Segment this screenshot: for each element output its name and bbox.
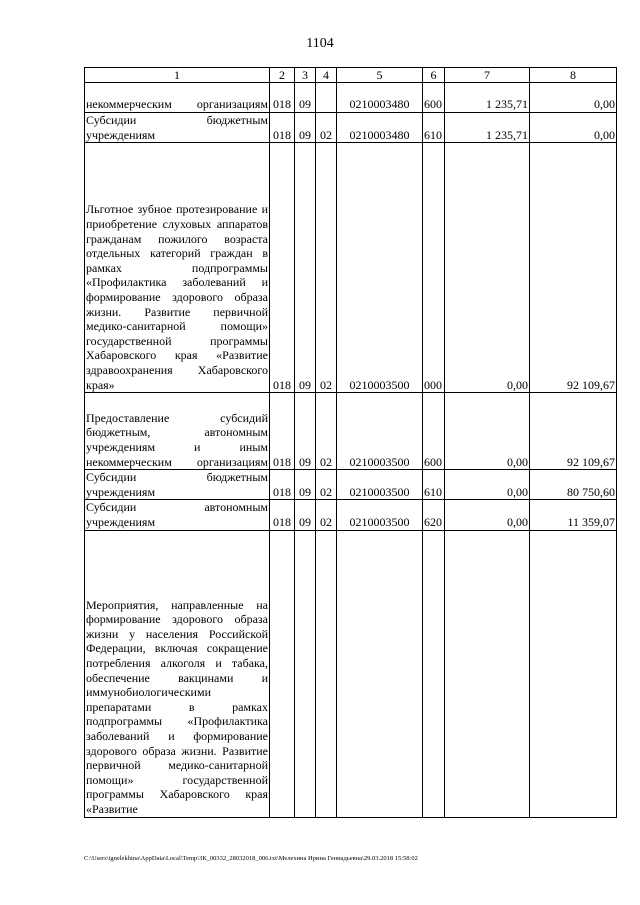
column-header-6: 6 <box>423 68 445 83</box>
row-c2: 018 <box>270 83 295 113</box>
row-c7: 0,00 <box>445 393 530 470</box>
row-c6 <box>423 530 445 817</box>
column-header-2: 2 <box>270 68 295 83</box>
row-c2: 018 <box>270 500 295 530</box>
row-c4: 02 <box>316 393 337 470</box>
row-c7: 1 235,71 <box>445 83 530 113</box>
row-c6: 600 <box>423 393 445 470</box>
row-c5: 0210003500 <box>337 500 423 530</box>
row-name: Предоставление субсидий бюджетным, автономным учреждениям и иным некоммерческим организациям <box>85 393 270 470</box>
row-c5: 0210003500 <box>337 470 423 500</box>
row-c3 <box>295 530 316 817</box>
column-header-3: 3 <box>295 68 316 83</box>
row-c5: 0210003500 <box>337 393 423 470</box>
table-row <box>85 393 617 470</box>
row-name: некоммерческим организациям <box>85 83 270 113</box>
row-c3: 09 <box>295 143 316 393</box>
row-c3: 09 <box>295 83 316 113</box>
column-header-8: 8 <box>530 68 617 83</box>
table-row <box>85 143 617 393</box>
row-name: Льготное зубное протезирование и приобретение слуховых аппаратов гражданам пожилого возраста отдельных категорий граждан в рамках подпрограммы «Профилактика заболеваний и формирование здорового образа жизни. Развитие первичной медико-санитарной помощи» государственной программы Хабаровского края «Развитие здравоохранения Хабаровского края» <box>85 143 270 393</box>
column-header-5: 5 <box>337 68 423 83</box>
row-name: Субсидии бюджетным учреждениям <box>86 470 268 499</box>
row-c6: 610 <box>423 113 445 143</box>
row-c5: 0210003480 <box>337 113 423 143</box>
budget-table <box>84 67 617 818</box>
row-c8: 11 359,07 <box>530 500 617 530</box>
row-c7: 0,00 <box>445 470 530 500</box>
row-c8: 92 109,67 <box>530 143 617 393</box>
column-header-1: 1 <box>85 68 270 83</box>
row-c4: 02 <box>316 113 337 143</box>
row-c7: 1 235,71 <box>445 113 530 143</box>
row-c6: 620 <box>423 500 445 530</box>
column-header-7: 7 <box>445 68 530 83</box>
row-c4 <box>316 83 337 113</box>
column-header-4: 4 <box>316 68 337 83</box>
row-c7: 0,00 <box>445 500 530 530</box>
page-number: 1104 <box>306 36 334 51</box>
row-c6: 000 <box>423 143 445 393</box>
row-c4 <box>316 530 337 817</box>
row-c5 <box>337 530 423 817</box>
table-row <box>85 113 617 143</box>
row-c8 <box>530 530 617 817</box>
row-c2 <box>270 530 295 817</box>
header-row <box>85 68 617 83</box>
row-c8: 92 109,67 <box>530 393 617 470</box>
row-c3: 09 <box>295 470 316 500</box>
table-row <box>85 470 617 500</box>
row-c4: 02 <box>316 143 337 393</box>
row-c8: 0,00 <box>530 83 617 113</box>
row-c3: 09 <box>295 500 316 530</box>
row-c5: 0210003480 <box>337 83 423 113</box>
row-name: Субсидии бюджетным учреждениям <box>86 113 268 142</box>
row-c4: 02 <box>316 470 337 500</box>
row-name: Субсидии автономным учреждениям <box>86 500 268 529</box>
table-row <box>85 500 617 530</box>
row-c2: 018 <box>270 143 295 393</box>
row-c4: 02 <box>316 500 337 530</box>
table-row <box>85 530 617 817</box>
row-c2: 018 <box>270 470 295 500</box>
row-c5: 0210003500 <box>337 143 423 393</box>
row-c3: 09 <box>295 113 316 143</box>
file-path-footer: C:\Users\ignelekhina\AppData\Local\Temp\ЗК_00332_28032018_006.txt\Мелехина Ирина Геннадьевна\29.03.2018 15:58:02 <box>84 855 418 862</box>
row-c2: 018 <box>270 393 295 470</box>
row-c2: 018 <box>270 113 295 143</box>
row-c8: 0,00 <box>530 113 617 143</box>
row-c7: 0,00 <box>445 143 530 393</box>
row-name: Мероприятия, направленные на формирование здорового образа жизни у населения Российской Федерации, включая сокращение потребления алкоголя и табака, обеспечение вакцинами и иммунобиологическими препаратами в рамках подпрограммы «Профилактика заболеваний и формирование здорового образа жизни. Развитие первичной медико-санитарной помощи» государственной программы Хабаровского края «Развитие <box>85 530 270 817</box>
row-c6: 600 <box>423 83 445 113</box>
row-c8: 80 750,60 <box>530 470 617 500</box>
row-c6: 610 <box>423 470 445 500</box>
row-c7 <box>445 530 530 817</box>
row-c3: 09 <box>295 393 316 470</box>
table-row <box>85 83 617 113</box>
